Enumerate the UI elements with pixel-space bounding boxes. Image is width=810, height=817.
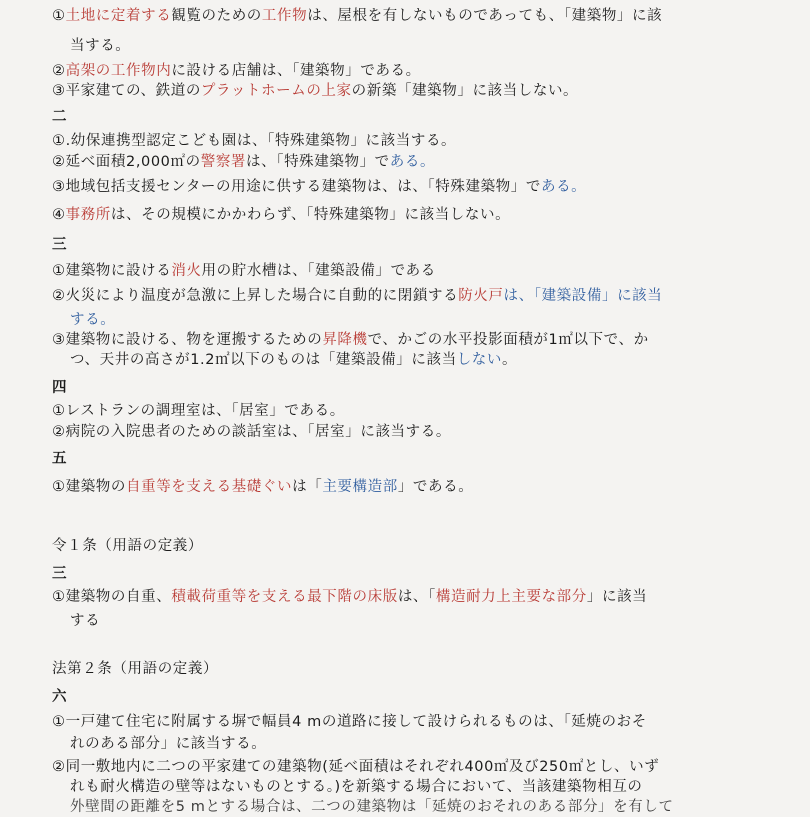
item-3-1: ①建築物に設ける消火用の貯水槽は、「建築設備」である [52,263,436,279]
item-2-4: ④事務所は、その規模にかかわらず、「特殊建築物」に該当しない。 [52,207,511,223]
item-6-1: ①建築物の自重、積載荷重等を支える最下階の床版は、「構造耐力上主要な部分」に該当 [52,589,648,605]
item-2-2: ②延べ面積2,000㎡の警察署は、「特殊建築物」である。 [52,154,436,170]
item-5-1: ①建築物の自重等を支える基礎ぐいは「主要構造部」である。 [52,479,474,495]
item-7-1-cont: れのある部分」に該当する。 [70,736,267,752]
section-heading-2: 二 [52,109,68,125]
item-6-1-cont: する [70,613,101,629]
section-heading-6: 六 [52,689,68,705]
item-3-3-cont: つ、天井の高さが1.2㎡以下のものは「建築設備」に該当しない。 [70,352,518,368]
item-2-1: ①.幼保連携型認定こども園は、「特殊建築物」に該当する。 [52,133,457,149]
item-4-1: ①レストランの調理室は、「居室」である。 [52,403,345,419]
item-3-3: ③建築物に設ける、物を運搬するための昇降機で、かごの水平投影面積が1㎡以下で、か [52,332,649,348]
section-heading-3: 三 [52,237,68,253]
item-1-2: ②高架の工作物内に設ける店舗は、「建築物」である。 [52,63,421,79]
item-3-2: ②火災により温度が急激に上昇した場合に自動的に閉鎖する防火戸は、「建築設備」に該当 [52,288,663,304]
item-1-1-cont: 当する。 [70,38,131,54]
item-1-1: ①土地に定着する観覧のための工作物は、屋根を有しないものであっても、「建築物」に該 [52,8,663,24]
item-7-2-cont: れも耐火構造の壁等はないものとする。)を新築する場合において、当該建築物相互の [70,779,643,795]
article-heading-2: 法第２条（用語の定義） [52,661,219,677]
item-1-3: ③平家建ての、鉄道のプラットホームの上家の新築「建築物」に該当しない。 [52,83,579,99]
item-4-2: ②病院の入院患者のための談話室は、「居室」に該当する。 [52,424,451,440]
item-2-3: ③地域包括支援センターの用途に供する建築物は、は、「特殊建築物」である。 [52,179,587,195]
section-heading-4: 四 [52,380,68,396]
section-heading-5: 五 [52,451,68,467]
item-3-2-cont: する。 [70,312,116,328]
item-7-2: ②同一敷地内に二つの平家建ての建築物(延べ面積はそれぞれ400㎡及び250㎡とし、いず [52,759,660,775]
article-heading-1: 令１条（用語の定義） [52,538,203,554]
item-7-2-cont2: 外壁間の距離を5 mとする場合は、二つの建築物は「延焼のおそれのある部分」を有して [70,799,674,815]
section-heading-3b: 三 [52,566,68,582]
item-7-1: ①一戸建て住宅に附属する塀で幅員4 mの道路に接して設けられるものは、「延焼のおそ [52,714,647,730]
